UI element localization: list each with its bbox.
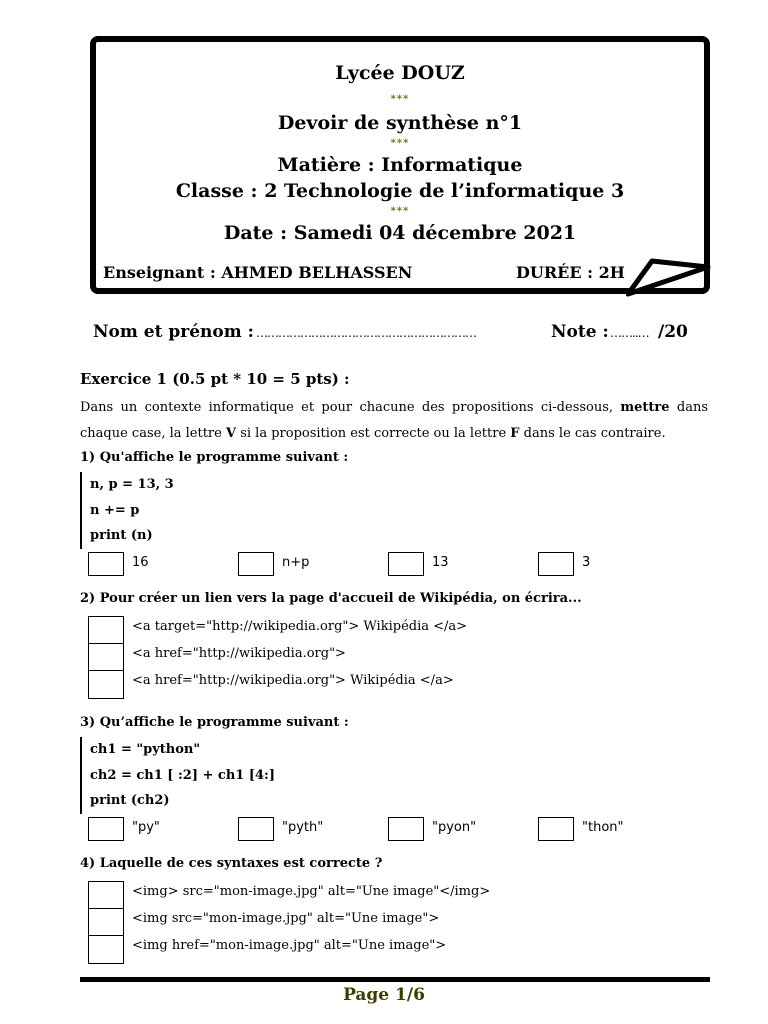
intro-bold: V	[225, 426, 237, 441]
answer-checkbox[interactable]	[88, 552, 124, 576]
separator-stars: ***	[390, 94, 410, 105]
subject: Matière : Informatique	[277, 154, 523, 176]
intro-text: si la proposition est correcte ou la lettre	[240, 426, 507, 441]
option-label: <a target="http://wikipedia.org"> Wikipédia </a>	[132, 619, 468, 634]
code-line: ch2 = ch1 [ :2] + ch1 [4:]	[90, 767, 275, 783]
answer-checkbox[interactable]	[89, 936, 123, 963]
separator-stars: ***	[390, 138, 410, 149]
note-total: /20	[658, 322, 688, 342]
code-line: ch1 = "python"	[90, 742, 201, 757]
teacher: Enseignant : AHMED BELHASSEN	[103, 263, 413, 282]
separator-stars: ***	[390, 206, 410, 217]
code-block-1	[80, 472, 174, 549]
name-label: Nom et prénom :	[93, 322, 254, 342]
intro-text: dans chaque case, la lettre	[80, 400, 709, 441]
intro-text: dans le cas contraire.	[523, 426, 666, 441]
answer-checkbox[interactable]	[89, 671, 123, 698]
code-block-3	[80, 737, 275, 814]
question-4: 4) Laquelle de ces syntaxes est correcte ?	[80, 856, 383, 871]
answer-checkbox-stack[interactable]	[88, 881, 124, 964]
note-field[interactable]: ……..…	[610, 326, 649, 340]
option-label: "pyon"	[432, 820, 477, 835]
option-label: 3	[582, 555, 591, 570]
answer-checkbox[interactable]	[238, 552, 274, 576]
page-number: Page 1/6	[343, 985, 425, 1005]
exam-date: Date : Samedi 04 décembre 2021	[223, 222, 577, 244]
answer-checkbox[interactable]	[89, 882, 123, 909]
option-label: <a href="http://wikipedia.org">	[132, 646, 346, 661]
name-field[interactable]: ……………………………………………………	[256, 326, 476, 340]
answer-checkbox[interactable]	[89, 644, 123, 671]
option-label: 16	[132, 555, 149, 570]
code-line: print (ch2)	[90, 793, 170, 808]
option-label: 13	[432, 555, 449, 570]
header-box	[90, 36, 710, 294]
option-label: "pyth"	[282, 820, 324, 835]
answer-checkbox[interactable]	[88, 817, 124, 841]
question-2: 2) Pour créer un lien vers la page d'accueil de Wikipédia, on écrira...	[80, 591, 582, 606]
intro-text: Dans un contexte informatique et pour chacune des propositions ci-dessous,	[80, 400, 614, 415]
exam-title: Devoir de synthèse n°1	[277, 112, 523, 134]
exercise-title: Exercice 1 (0.5 pt * 10 = 5 pts) :	[80, 370, 350, 388]
option-label: "thon"	[582, 820, 624, 835]
option-label: "py"	[132, 820, 160, 835]
note-label: Note :	[551, 322, 609, 342]
code-line: print (n)	[90, 528, 153, 543]
answer-checkbox-stack[interactable]	[88, 616, 124, 699]
answer-checkbox[interactable]	[89, 617, 123, 644]
question-1: 1) Qu'affiche le programme suivant :	[80, 450, 349, 465]
question-3: 3) Qu’affiche le programme suivant :	[80, 715, 349, 730]
answer-checkbox[interactable]	[89, 909, 123, 936]
footer-divider	[80, 977, 710, 982]
intro-bold: F	[510, 426, 520, 441]
code-line: n, p = 13, 3	[90, 477, 174, 492]
answer-checkbox[interactable]	[388, 817, 424, 841]
option-label: <img> src="mon-image.jpg" alt="Une image"</img>	[132, 884, 491, 899]
duration: DURÉE : 2H	[516, 263, 625, 282]
answer-checkbox[interactable]	[388, 552, 424, 576]
code-line: n += p	[90, 502, 140, 518]
answer-checkbox[interactable]	[238, 817, 274, 841]
option-label: n+p	[282, 555, 310, 570]
answer-checkbox[interactable]	[538, 552, 574, 576]
exercise-intro	[80, 395, 708, 447]
school-name: Lycée DOUZ	[335, 62, 465, 84]
class-name: Classe : 2 Technologie de l’informatique 3	[175, 180, 625, 202]
page-curl-icon	[626, 257, 716, 301]
option-label: <a href="http://wikipedia.org"> Wikipédia </a>	[132, 673, 454, 688]
answer-checkbox[interactable]	[538, 817, 574, 841]
option-label: <img href="mon-image.jpg" alt="Une image">	[132, 938, 447, 953]
intro-bold: mettre	[620, 400, 670, 415]
option-label: <img src="mon-image.jpg" alt="Une image">	[132, 911, 440, 926]
